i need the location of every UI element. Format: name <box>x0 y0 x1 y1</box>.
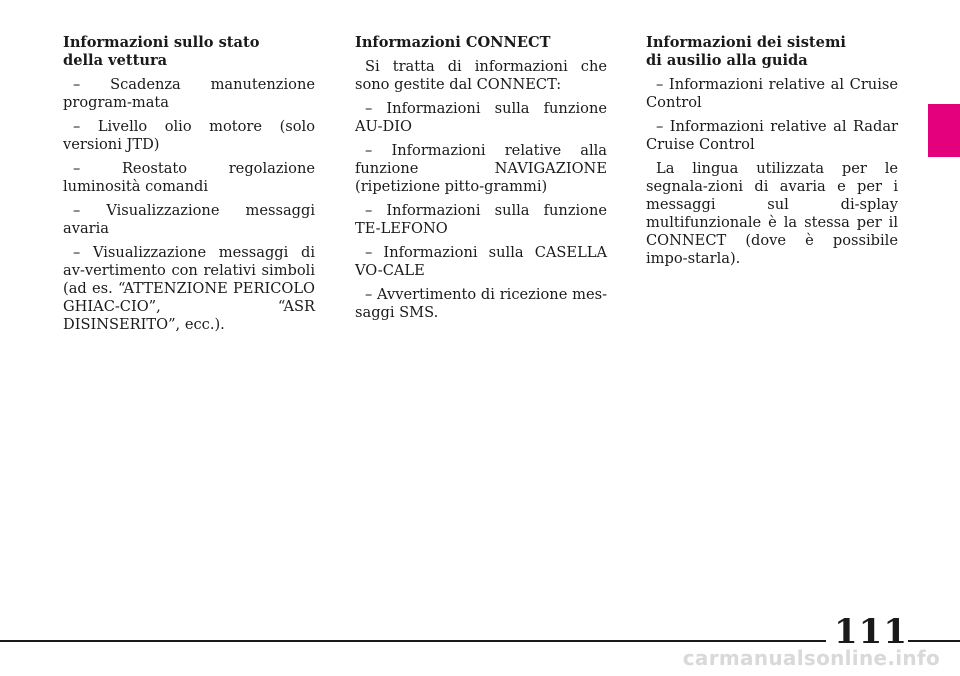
paragraph: – Informazioni sulla funzione AU-DIO <box>355 100 607 135</box>
footer-rule-right <box>908 640 960 642</box>
paragraph: – Informazioni sulla CASELLA VO-CALE <box>355 244 607 279</box>
column-connect-info <box>355 34 607 328</box>
paragraph: – Informazioni relative alla funzione NAVIGAZIONE (ripetizione pitto-grammi) <box>355 142 607 195</box>
heading-line: Informazioni sullo stato <box>63 34 260 51</box>
paragraph: – Visualizzazione messaggi di av-vertimento con relativi simboli (ad es. “ATTENZIONE PERICOLO GHIAC-CIO”, “ASR DISINSERITO”, ecc.). <box>63 244 315 333</box>
heading-line: Informazioni CONNECT <box>355 34 551 51</box>
heading-line: Informazioni dei sistemi <box>646 34 846 51</box>
paragraph: – Avvertimento di ricezione mes-saggi SMS. <box>355 286 607 321</box>
heading-line: della vettura <box>63 52 168 69</box>
paragraph: – Informazioni relative al Cruise Control <box>646 76 898 111</box>
paragraph: La lingua utilizzata per le segnala-zioni di avaria e per i messaggi sul di-splay multifunzionale è la stessa per il CONNECT (dove è possibile impo-starla). <box>646 160 898 267</box>
paragraph: – Scadenza manutenzione program-mata <box>63 76 315 111</box>
paragraph: – Visualizzazione messaggi avaria <box>63 202 315 237</box>
footer-rule-left <box>0 640 826 642</box>
paragraph: – Reostato regolazione luminosità comandi <box>63 160 315 195</box>
paragraph: – Informazioni relative al Radar Cruise Control <box>646 118 898 153</box>
column-driving-assist <box>646 34 898 274</box>
paragraph: Si tratta di informazioni che sono gestite dal CONNECT: <box>355 58 607 93</box>
section-heading <box>63 34 315 70</box>
section-heading <box>646 34 898 70</box>
section-heading <box>355 34 607 52</box>
paragraph: – Informazioni sulla funzione TE-LEFONO <box>355 202 607 237</box>
column-vehicle-status <box>63 34 315 340</box>
page-number: 111 <box>834 612 908 652</box>
watermark: carmanualsonline.info <box>682 646 940 670</box>
paragraph: – Livello olio motore (solo versioni JTD) <box>63 118 315 153</box>
section-tab-marker <box>928 104 960 157</box>
heading-line: di ausilio alla guida <box>646 52 808 69</box>
